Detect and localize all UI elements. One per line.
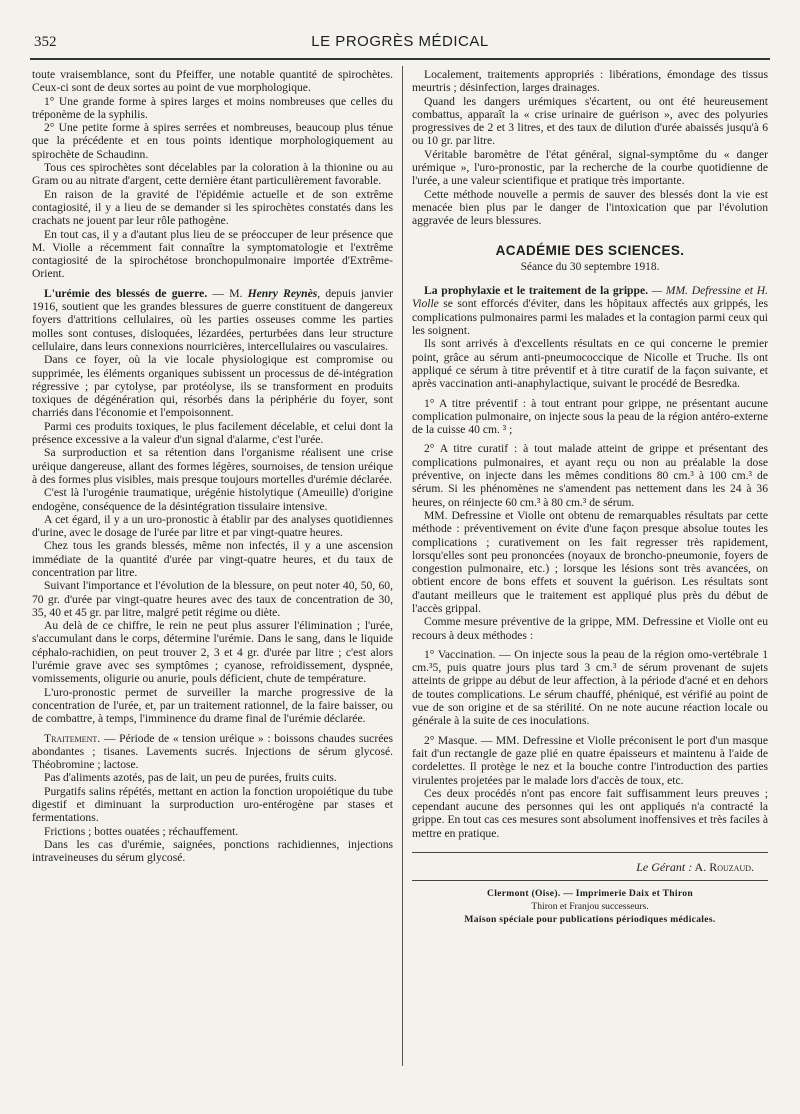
paragraph: Tous ces spirochètes sont décelables par la coloration à la thionine ou au Gram ou au nitrate d'argent, cette dernière étant particulièrement favorable.: [32, 161, 393, 188]
paragraph: En raison de la gravité de l'épidémie actuelle et de son extrême contagiosité, il y a lieu de se demander si les spirochètes constatés dans les crachats ne jouent par leur rôle pathogène.: [32, 187, 393, 228]
column-divider: [402, 66, 403, 1066]
paragraph: 2° Une petite forme à spires serrées et nombreuses, beaucoup plus ténue que la précédente et en tous points identique morphologiquement au spirochète de Schaudinn.: [32, 121, 393, 161]
paragraph: Parmi ces produits toxiques, le plus facilement décelable, et celui dont la présence excessive a la valeur d'un signal d'alarme, c'est l'urée.: [32, 419, 393, 447]
paragraph: Frictions ; bottes ouatées ; réchauffement.: [44, 824, 239, 838]
paragraph: Chez tous les grands blessés, même non infectés, il y a une ascension immédiate de la quantité d'urée par vingt-quatre heures, et du taux de concentration par litre.: [32, 539, 393, 579]
lead-text: se sont efforcés d'éviter, dans les hôpitaux affectés aux grippés, les complications pulmonaires parmi les malades et la contagion parmi ceux qui les soignent.: [412, 297, 768, 338]
paragraph: Ils sont arrivés à d'excellents résultats en ce qui concerne le premier point, grâce au sérum anti-pneumococcique de Nicolle et Truche. Ils ont appliqué ce sérum à titre préventif et à titre curatif de la façon suivante, et après vaccination anti-anaphylactique, suivant le procédé de Besredka.: [412, 337, 768, 391]
author-name: Henry Reynès: [247, 286, 318, 300]
gerant-label: Le Gérant :: [636, 860, 693, 875]
paragraph: Localement, traitements appropriés : libérations, émondage des tissus meurtris ; désinfection, larges drainages.: [412, 68, 768, 95]
paragraph: 1° Une grande forme à spires larges et moins nombreuses que celles du tréponème de la syphilis.: [32, 94, 393, 121]
journal-title: LE PROGRÈS MÉDICAL: [311, 33, 489, 50]
paragraph: C'est là l'urogénie traumatique, urégénie histolytique (Ameuille) d'origine endogène, conséquence de la désintégration tissulaire intensive.: [32, 486, 393, 513]
paragraph: Quand les dangers urémiques s'écartent, ou ont été heureusement combattus, apparaît la « crise urinaire de guérison », avec des polyuries progressives de 2 et 3 litres, et des taux de dilution d'urée abaissés jusqu'à 6 ou 10 gr. par litre.: [412, 94, 768, 148]
paragraph: 2° Masque. — MM. Defressine et Violle préconisent le port d'un masque fait d'un rectangle de gaze plié en quatre épaisseurs et maintenu à l'aide de cordelettes. Il protège le nez et la bouche contre l'introduction des parties virulentes projetées par le malade lors d'accès de toux, etc.: [412, 733, 768, 787]
lead-text: , depuis janvier 1916, soutient que les grandes blessures de guerre constituent de dangereux foyers d'attritions cellulaires, où les parties osseuses comme les parties molles sont contuses, disloquées, lézardées, perturbées dans leur structure cellulaire, dans leurs connexions nourricières, intercellulaires ou vasculaires.: [32, 286, 394, 353]
gerant-name: A. Rouzaud.: [692, 860, 754, 875]
right-column: [412, 68, 768, 926]
author-prefix: — M.: [207, 286, 248, 300]
paragraph: Suivant l'importance et l'évolution de la blessure, on peut noter 40, 50, 60, 70 gr. d'urée par vingt-quatre heures avec des taux de concentration de 30, 35, 40 et 45 gr. par litre, malgré petit régime ou diète.: [32, 579, 393, 619]
traitement-text: — Période de « tension uréique » : boissons chaudes sucrées abondantes ; tisanes. Lavements sucrés. Injections de sérum glycosé. Théobromine ; lactose.: [32, 731, 393, 772]
paragraph: 2° A titre curatif : à tout malade atteint de grippe et présentant des complications pulmonaires, et ayant reçu ou non au préalable la dose préventive, on injecte dans les mêmes conditions 80 cm.³ à 100 cm.³ de sérum. Si les phénomènes ne s'amendent pas nettement dans les 24 à 36 heures, on réinjecte 60 cm.³ à 80 cm.³ de sérum.: [412, 442, 768, 509]
paragraph: Comme mesure préventive de la grippe, MM. Defressine et Violle ont eu recours à deux méthodes :: [412, 615, 768, 642]
imprint-line: Maison spéciale pour publications périodiques médicales.: [464, 914, 716, 926]
gerant-line: [412, 861, 754, 874]
page-header: [30, 26, 770, 56]
paragraph: Ces deux procédés n'ont pas encore fait suffisamment leurs preuves ; cependant aucune des personnes qui les ont appliqués n'a contracté la grippe. En tout cas ces mesures sont absolument inoffensives et très faciles à mettre en pratique.: [412, 786, 768, 840]
section-heading: ACADÉMIE DES SCIENCES.: [495, 242, 685, 258]
printer-imprint: [412, 887, 768, 926]
end-rule: [412, 852, 768, 853]
imprint-rule: [412, 880, 768, 881]
imprint-line: Thiron et Franjou successeurs.: [531, 901, 649, 913]
paragraph: Véritable baromètre de l'état général, signal-symptôme du « danger urémique », l'uro-pronostic, par la recherche de la courbe quotidienne de l'urée, a une valeur scientifique et pratique très importante.: [412, 147, 768, 188]
page-number: 352: [34, 34, 57, 50]
paragraph: toute vraisemblance, sont du Pfeiffer, une notable quantité de spirochètes. Ceux-ci sont de deux sortes au point de vue morphologique.: [32, 68, 393, 95]
paragraph: En tout cas, il y a d'autant plus lieu de se préoccuper de leur présence que M. Violle a récemment fait connaître la symptomatologie et l'extrême contagiosité de la spirochétose bronchopulmonaire importée d'Extrême-Orient.: [32, 227, 393, 281]
paragraph: MM. Defressine et Violle ont obtenu de remarquables résultats par cette méthode : préventivement on évite d'une façon presque absolue toutes les complications ; curativement on les fait regresser très rapidement, lorsqu'elles sont peu prononcées (noyaux de broncho-pneumonie, foyers de congestion pulmonaire, etc.) ; lorsque les lésions sont très avancées, on obtient encore de bons effets et souvent la guérison. Les résultats sont d'autant meilleurs que le traitement est appliqué plus près du début de l'accès grippal.: [412, 508, 768, 615]
uremie-lead-paragraph: [32, 287, 393, 353]
grippe-lead-paragraph: [412, 284, 768, 337]
paragraph: Pas d'aliments azotés, pas de lait, un peu de purées, fruits cuits.: [44, 771, 337, 785]
article-title: L'urémie des blessés de guerre.: [44, 286, 208, 300]
traitement-paragraph: [32, 732, 393, 772]
paragraph: Cette méthode nouvelle a permis de sauver des blessés dont la vie est menacée bien plus par le danger de l'intoxication que par l'évolution aggravée de leurs blessures.: [412, 187, 768, 228]
paragraph: Sa surproduction et sa rétention dans l'organisme réalisent une crise uréique dangereuse, allant des formes légères, sournoises, de tension uréique à des formes plus visibles, mais presque toujours mortelles d'urémie déclarée.: [32, 446, 393, 486]
imprint-line: Clermont (Oise). — Imprimerie Daix et Thiron: [486, 888, 694, 900]
paragraph: Purgatifs salins répétés, mettant en action la fonction uropoiétique du tube digestif et diminuant la surproduction uro-entérogène par stases et fermentations.: [32, 784, 393, 825]
header-rule: [30, 58, 770, 60]
paragraph: L'uro-pronostic permet de surveiller la marche progressive de la concentration de l'urée, et, par un traitement rationnel, de la faire baisser, ou de combattre, à temps, l'imminence du drame final de l'urémie déclarée.: [32, 685, 393, 726]
traitement-label: Traitement.: [44, 731, 101, 745]
paragraph: Dans les cas d'urémie, saignées, ponctions rachidiennes, injections intraveineuses du sérum glycosé.: [32, 837, 393, 865]
paragraph: 1° Vaccination. — On injecte sous la peau de la région omo-vertébrale 1 cm.³5, puis quatre jours plus tard 3 cm.³ de sérum provenant de sujets atteints de grippe au début de leur affection, à la période d'acné et en dehors de toutes complications. Le sérum chauffé, phéniqué, est vérifié au point de vue de son origine et de sa stérilité. On ne note aucune réaction locale ou générale à la suite de ces inoculations.: [412, 647, 768, 728]
paragraph: A cet égard, il y a un uro-pronostic à établir par des analyses quotidiennes d'urine, avec le dosage de l'urée par litre et par vingt-quatre heures.: [32, 512, 393, 540]
left-column: [32, 68, 393, 865]
article-authors: — MM. Defressine et H. Violle: [412, 284, 769, 311]
paragraph: Au delà de ce chiffre, le rein ne peut plus assurer l'élimination ; l'urée, s'accumulant dans le corps, détermine l'urémie. Dans le sang, dans le liquide céphalo-rachidien, on peut trouver 2, 3 et 4 gr. d'urée par litre ; c'est alors l'urémie grave avec ses symptômes ; cyanose, refroidissement, dyspnée, vomissements, oligurie ou anurie, pouls déficient, chute de température.: [32, 619, 393, 686]
paragraph: 1° A titre préventif : à tout entrant pour grippe, ne présentant aucune complication pulmonaire, on injecte sous la peau de la région antéro-externe de la cuisse 40 cm. ³ ;: [412, 396, 768, 437]
paragraph: Dans ce foyer, où la vie locale physiologique est compromise ou supprimée, les éléments organiques subissent un processus de dé-intégration régressive ; par cytolyse, par protéolyse, ils se transforment en produits toxiques de dégénération qui, résorbés dans la périphérie du foyer, sont charriés dans l'économie et l'empoisonnent.: [32, 353, 393, 420]
article-title: La prophylaxie et le traitement de la grippe.: [424, 284, 648, 298]
session-date: Séance du 30 septembre 1918.: [520, 260, 660, 273]
